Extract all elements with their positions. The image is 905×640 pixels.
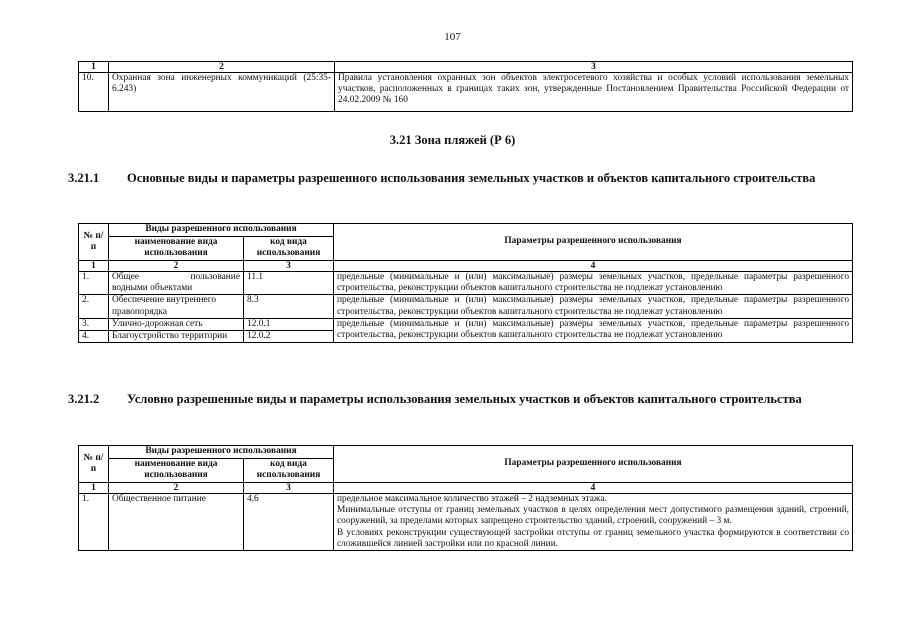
use-code-cell: 4.6 bbox=[244, 494, 334, 551]
row-number: 1. bbox=[79, 272, 109, 295]
use-name-line: Общее пользование bbox=[112, 272, 240, 282]
column-number: 3 bbox=[244, 261, 334, 272]
section-number: 3.21.1 bbox=[68, 171, 100, 185]
params-cell: предельные (минимальные и (или) максимальные) размеры земельных участков, предельные параметры разрешенного строительства, реконструкции объектов капитального строительства не подлежат установлению bbox=[334, 318, 853, 342]
column-number-row bbox=[79, 483, 853, 494]
header-types: Виды разрешенного использования bbox=[109, 446, 334, 459]
row-number: 4. bbox=[79, 331, 109, 343]
row-number: 2. bbox=[79, 295, 109, 318]
column-number-row bbox=[79, 62, 853, 73]
param-line: предельное максимальное количество этажей – 2 надземных этажа. bbox=[337, 494, 607, 504]
header-num: № п/п bbox=[79, 446, 109, 483]
table-row bbox=[79, 272, 853, 295]
zone-name-cell: Охранная зона инженерных коммуникаций (25:35-6.243) bbox=[109, 73, 335, 112]
column-number: 1 bbox=[79, 483, 109, 494]
use-code-cell: 11.1 bbox=[244, 272, 334, 295]
row-number: 1. bbox=[79, 494, 109, 551]
column-number: 3 bbox=[335, 62, 853, 73]
table-row bbox=[79, 494, 853, 551]
header-code: код вида использования bbox=[244, 236, 334, 260]
header-params: Параметры разрешенного использования bbox=[334, 446, 853, 483]
params-cell: предельные (минимальные и (или) максимальные) размеры земельных участков, предельные параметры разрешенного строительства, реконструкции объектов капитального строительства не подлежат установлению bbox=[334, 272, 853, 295]
main-uses-table bbox=[78, 223, 853, 343]
table-row bbox=[79, 318, 853, 330]
param-line: Минимальные отступы от границ земельных участков в целях определения мест допустимого размещения зданий, строений, сооружений, за пределами которых запрещено строительство зданий, строений, сооружений – 3 м. bbox=[337, 505, 850, 527]
section-title: Условно разрешенные виды и параметры использования земельных участков и объектов капитального строительства bbox=[127, 392, 802, 406]
column-number: 4 bbox=[334, 261, 853, 272]
header-params: Параметры разрешенного использования bbox=[334, 224, 853, 261]
use-name-cell bbox=[109, 272, 244, 295]
zone-heading: 3.21 Зона пляжей (Р 6) bbox=[389, 133, 516, 147]
page-number: 107 bbox=[444, 31, 461, 43]
section-number: 3.21.2 bbox=[68, 392, 100, 406]
row-number: 10. bbox=[79, 73, 109, 112]
column-number: 4 bbox=[334, 483, 853, 494]
params-cell: предельные (минимальные и (или) максимальные) размеры земельных участков, предельные параметры разрешенного строительства, реконструкции объектов капитального строительства не подлежат установлению bbox=[334, 295, 853, 318]
header-num: № п/п bbox=[79, 224, 109, 261]
column-number-row bbox=[79, 261, 853, 272]
column-number: 2 bbox=[109, 62, 335, 73]
header-row bbox=[79, 224, 853, 237]
section-heading-2 bbox=[68, 390, 858, 408]
use-name-cell: Общественное питание bbox=[109, 494, 244, 551]
rules-description-cell: Правила установления охранных зон объектов электросетевого хозяйства и особых условий использования земельных участков, расположенных в границах таких зон, утвержденные Постановлением Правительства Российской Федерации от 24.02.2009 № 160 bbox=[335, 73, 853, 112]
column-number: 2 bbox=[109, 261, 244, 272]
use-code-cell: 8.3 bbox=[244, 295, 334, 318]
use-name-cell: Улично-дорожная сеть bbox=[109, 318, 244, 330]
conditional-uses-table bbox=[78, 445, 853, 551]
param-line: В условиях реконструкции существующей застройки отступы от границ земельного участка формируются в соответствии со сложившейся линией застройки или по красной линии. bbox=[337, 527, 850, 549]
section-title: Основные виды и параметры разрешенного использования земельных участков и объектов капитального строительства bbox=[127, 171, 816, 185]
header-row bbox=[79, 446, 853, 459]
table-row bbox=[79, 295, 853, 318]
row-number: 3. bbox=[79, 318, 109, 330]
use-code-cell: 12.0.2 bbox=[244, 331, 334, 343]
use-name-line: водными объектами bbox=[112, 283, 193, 294]
params-cell bbox=[334, 494, 853, 551]
section-heading-1 bbox=[68, 169, 858, 187]
header-name: наименование вида использования bbox=[109, 236, 244, 260]
use-name-cell: Благоустройство территории bbox=[109, 331, 244, 343]
header-name: наименование вида использования bbox=[109, 458, 244, 482]
use-code-cell: 12.0.1 bbox=[244, 318, 334, 330]
column-number: 2 bbox=[109, 483, 244, 494]
column-number: 1 bbox=[79, 62, 109, 73]
header-code: код вида использования bbox=[244, 458, 334, 482]
header-types: Виды разрешенного использования bbox=[109, 224, 334, 237]
column-number: 1 bbox=[79, 261, 109, 272]
column-number: 3 bbox=[244, 483, 334, 494]
use-name-cell: Обеспечение внутреннего правопорядка bbox=[109, 295, 244, 318]
table-row bbox=[79, 73, 853, 112]
continuation-table bbox=[78, 61, 853, 112]
